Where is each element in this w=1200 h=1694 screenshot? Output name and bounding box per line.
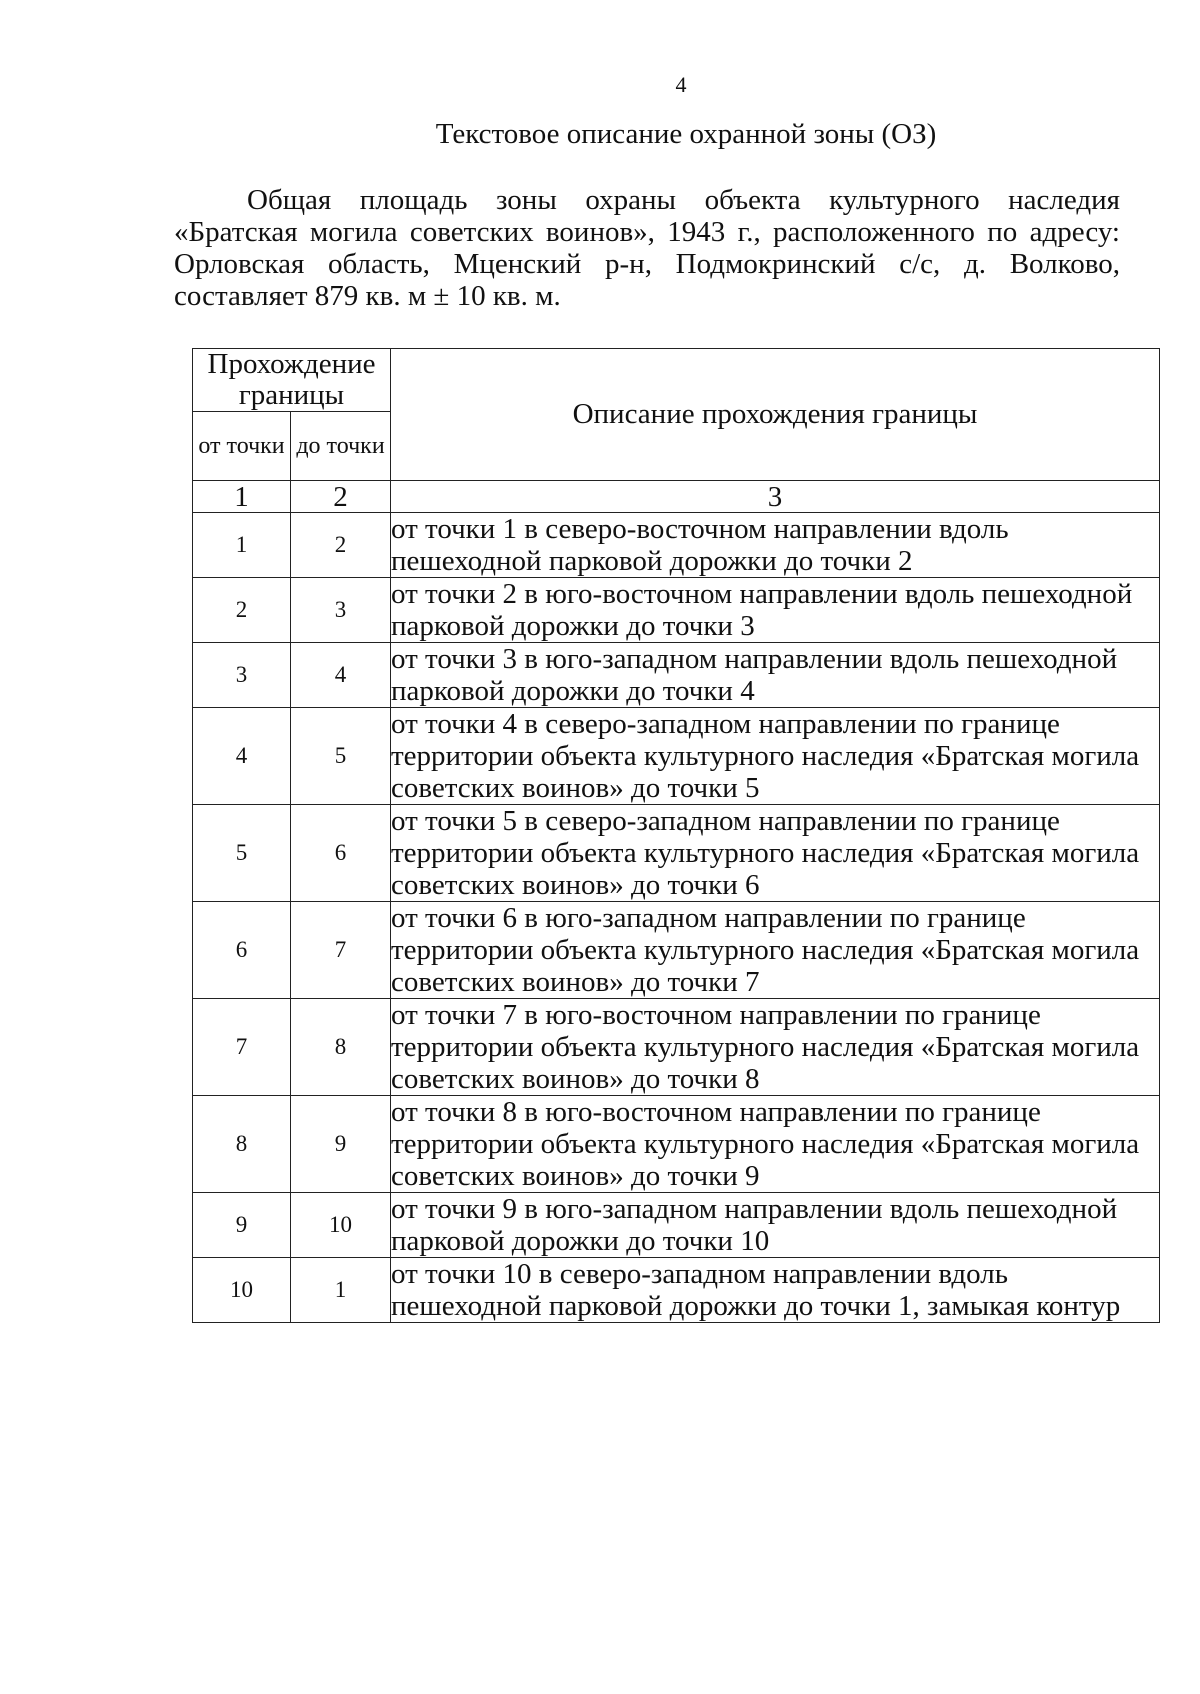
table-row [193,1096,1160,1193]
description-cell: от точки 2 в юго-восточном направлении вдоль пешеходной парковой дорожки до точки 3 [391,578,1160,643]
from-point-cell: 5 [193,805,291,902]
description-cell: от точки 10 в северо-западном направлении вдоль пешеходной парковой дорожки до точки 1, замыкая контур [391,1258,1160,1323]
description-cell: от точки 9 в юго-западном направлении вдоль пешеходной парковой дорожки до точки 10 [391,1193,1160,1258]
from-point-cell: 3 [193,643,291,708]
to-point-cell: 9 [291,1096,391,1193]
to-point-cell: 2 [291,513,391,578]
table-row [193,999,1160,1096]
description-cell: от точки 3 в юго-западном направлении вдоль пешеходной парковой дорожки до точки 4 [391,643,1160,708]
table-row [193,513,1160,578]
to-point-cell: 3 [291,578,391,643]
column-number: 3 [391,481,1160,513]
to-point-cell: 1 [291,1258,391,1323]
table-row [193,1193,1160,1258]
description-cell: от точки 5 в северо-западном направлении по границе территории объекта культурного наследия «Братская могила советских воинов» до точки 6 [391,805,1160,902]
description-cell: от точки 7 в юго-восточном направлении по границе территории объекта культурного наследия «Братская могила советских воинов» до точки 8 [391,999,1160,1096]
description-cell: от точки 1 в северо-восточном направлении вдоль пешеходной парковой дорожки до точки 2 [391,513,1160,578]
table-row [193,902,1160,999]
table-row [193,708,1160,805]
intro-paragraph: Общая площадь зоны охраны объекта культурного наследия «Братская могила советских воинов», 1943 г., расположенного по адресу: Орловская область, Мценский р-н, Подмокринский с/с, д. Волково, составляет 879 кв. м ± 10 кв. м. [174,184,1120,312]
table-row [193,578,1160,643]
header-description: Описание прохождения границы [391,349,1160,481]
to-point-cell: 10 [291,1193,391,1258]
from-point-cell: 8 [193,1096,291,1193]
from-point-cell: 9 [193,1193,291,1258]
column-number: 1 [193,481,291,513]
to-point-cell: 4 [291,643,391,708]
from-point-cell: 4 [193,708,291,805]
from-point-cell: 2 [193,578,291,643]
table-row [193,1258,1160,1323]
description-cell: от точки 8 в юго-восточном направлении по границе территории объекта культурного наследия «Братская могила советских воинов» до точки 9 [391,1096,1160,1193]
table-row [193,643,1160,708]
from-point-cell: 1 [193,513,291,578]
page-number: 4 [675,72,687,97]
description-cell: от точки 4 в северо-западном направлении по границе территории объекта культурного наследия «Братская могила советских воинов» до точки 5 [391,708,1160,805]
from-point-cell: 10 [193,1258,291,1323]
column-number: 2 [291,481,391,513]
header-from-point: от точки [193,412,291,481]
page-title: Текстовое описание охранной зоны (ОЗ) [435,118,937,150]
to-point-cell: 6 [291,805,391,902]
boundary-table [192,348,1160,1323]
description-cell: от точки 6 в юго-западном направлении по границе территории объекта культурного наследия «Братская могила советских воинов» до точки 7 [391,902,1160,999]
to-point-cell: 7 [291,902,391,999]
header-boundary-passage: Прохождение границы [193,349,391,412]
from-point-cell: 6 [193,902,291,999]
table-row [193,805,1160,902]
from-point-cell: 7 [193,999,291,1096]
to-point-cell: 8 [291,999,391,1096]
to-point-cell: 5 [291,708,391,805]
header-to-point: до точки [291,412,391,481]
